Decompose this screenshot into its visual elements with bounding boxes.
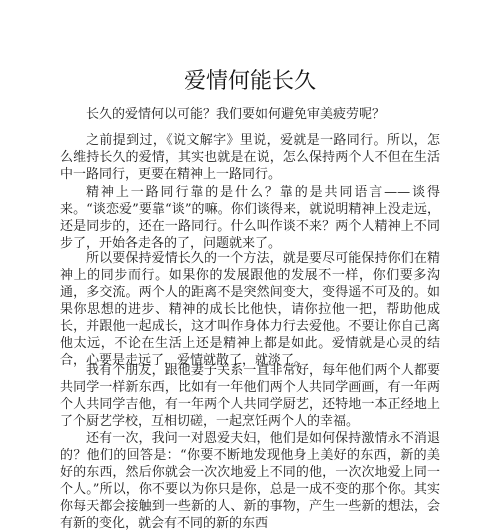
paragraph-method: 所以要保持爱情长久的一个方法，就是要尽可能保持你们在精神上的同步而行。如果你的发展跟他的发展不一样，你们要多沟通，多交流。两个人的距离不是突然间变大，变得遥不可及的。如果你思想的进步、精神的成长比他快，请你拉他一把，帮助他成长，并跟他一起成长，这才叫作身体力行去爱他。不要让你自己离他太远，不论在生活上还是精神上都是如此。爱情就是心灵的结合，心要是走远了，爱情就散了，就淡了。 [60, 251, 440, 368]
article-title: 爱情何能长久 [183, 69, 316, 94]
paragraph-couple: 还有一次，我问一对恩爱夫妇，他们是如何保持激情永不消退的？他们的回答是：“你要不断地发现他身上美好的东西，新的美好的东西，然后你就会一次次地爱上不同的他，一次次地爱上同一个人。”所以，你不要以为你只是你，总是一成不变的那个你。其实你每天都会接触到一些新的人、新的事物，产生一些新的想法，会有新的变化，就会有不同的新的东西 [60, 431, 440, 531]
paragraph-shuowen: 之前提到过，《说文解字》里说，爱就是一路同行。所以，怎么维持长久的爱情，其实也就是在说，怎么保持两个人不但在生活中一路同行，更要在精神上一路同行。 [60, 133, 440, 182]
paragraph-spirit: 精神上一路同行靠的是什么？靠的是共同语言——谈得来。“谈恋爱”要靠“谈”的嘛。你们谈得来，就说明精神上没走远，还是同步的，还在一路同行。什么叫作谈不来？两个人精神上不同步了，开始各走各的了，问题就来了。 [60, 185, 440, 251]
paragraph-intro: 长久的爱情何以可能？我们要如何避免审美疲劳呢？ [86, 107, 386, 122]
paragraph-friend: 我有个朋友，跟他妻子关系一直非常好，每年他们两个人都要共同学一样新东西，比如有一年他们两个人共同学画画，有一年两个人共同学吉他，有一年两个人共同学厨艺，还特地一本正经地上了个厨艺学校，互相切磋，一起烹饪两个人的幸福。 [60, 363, 440, 429]
